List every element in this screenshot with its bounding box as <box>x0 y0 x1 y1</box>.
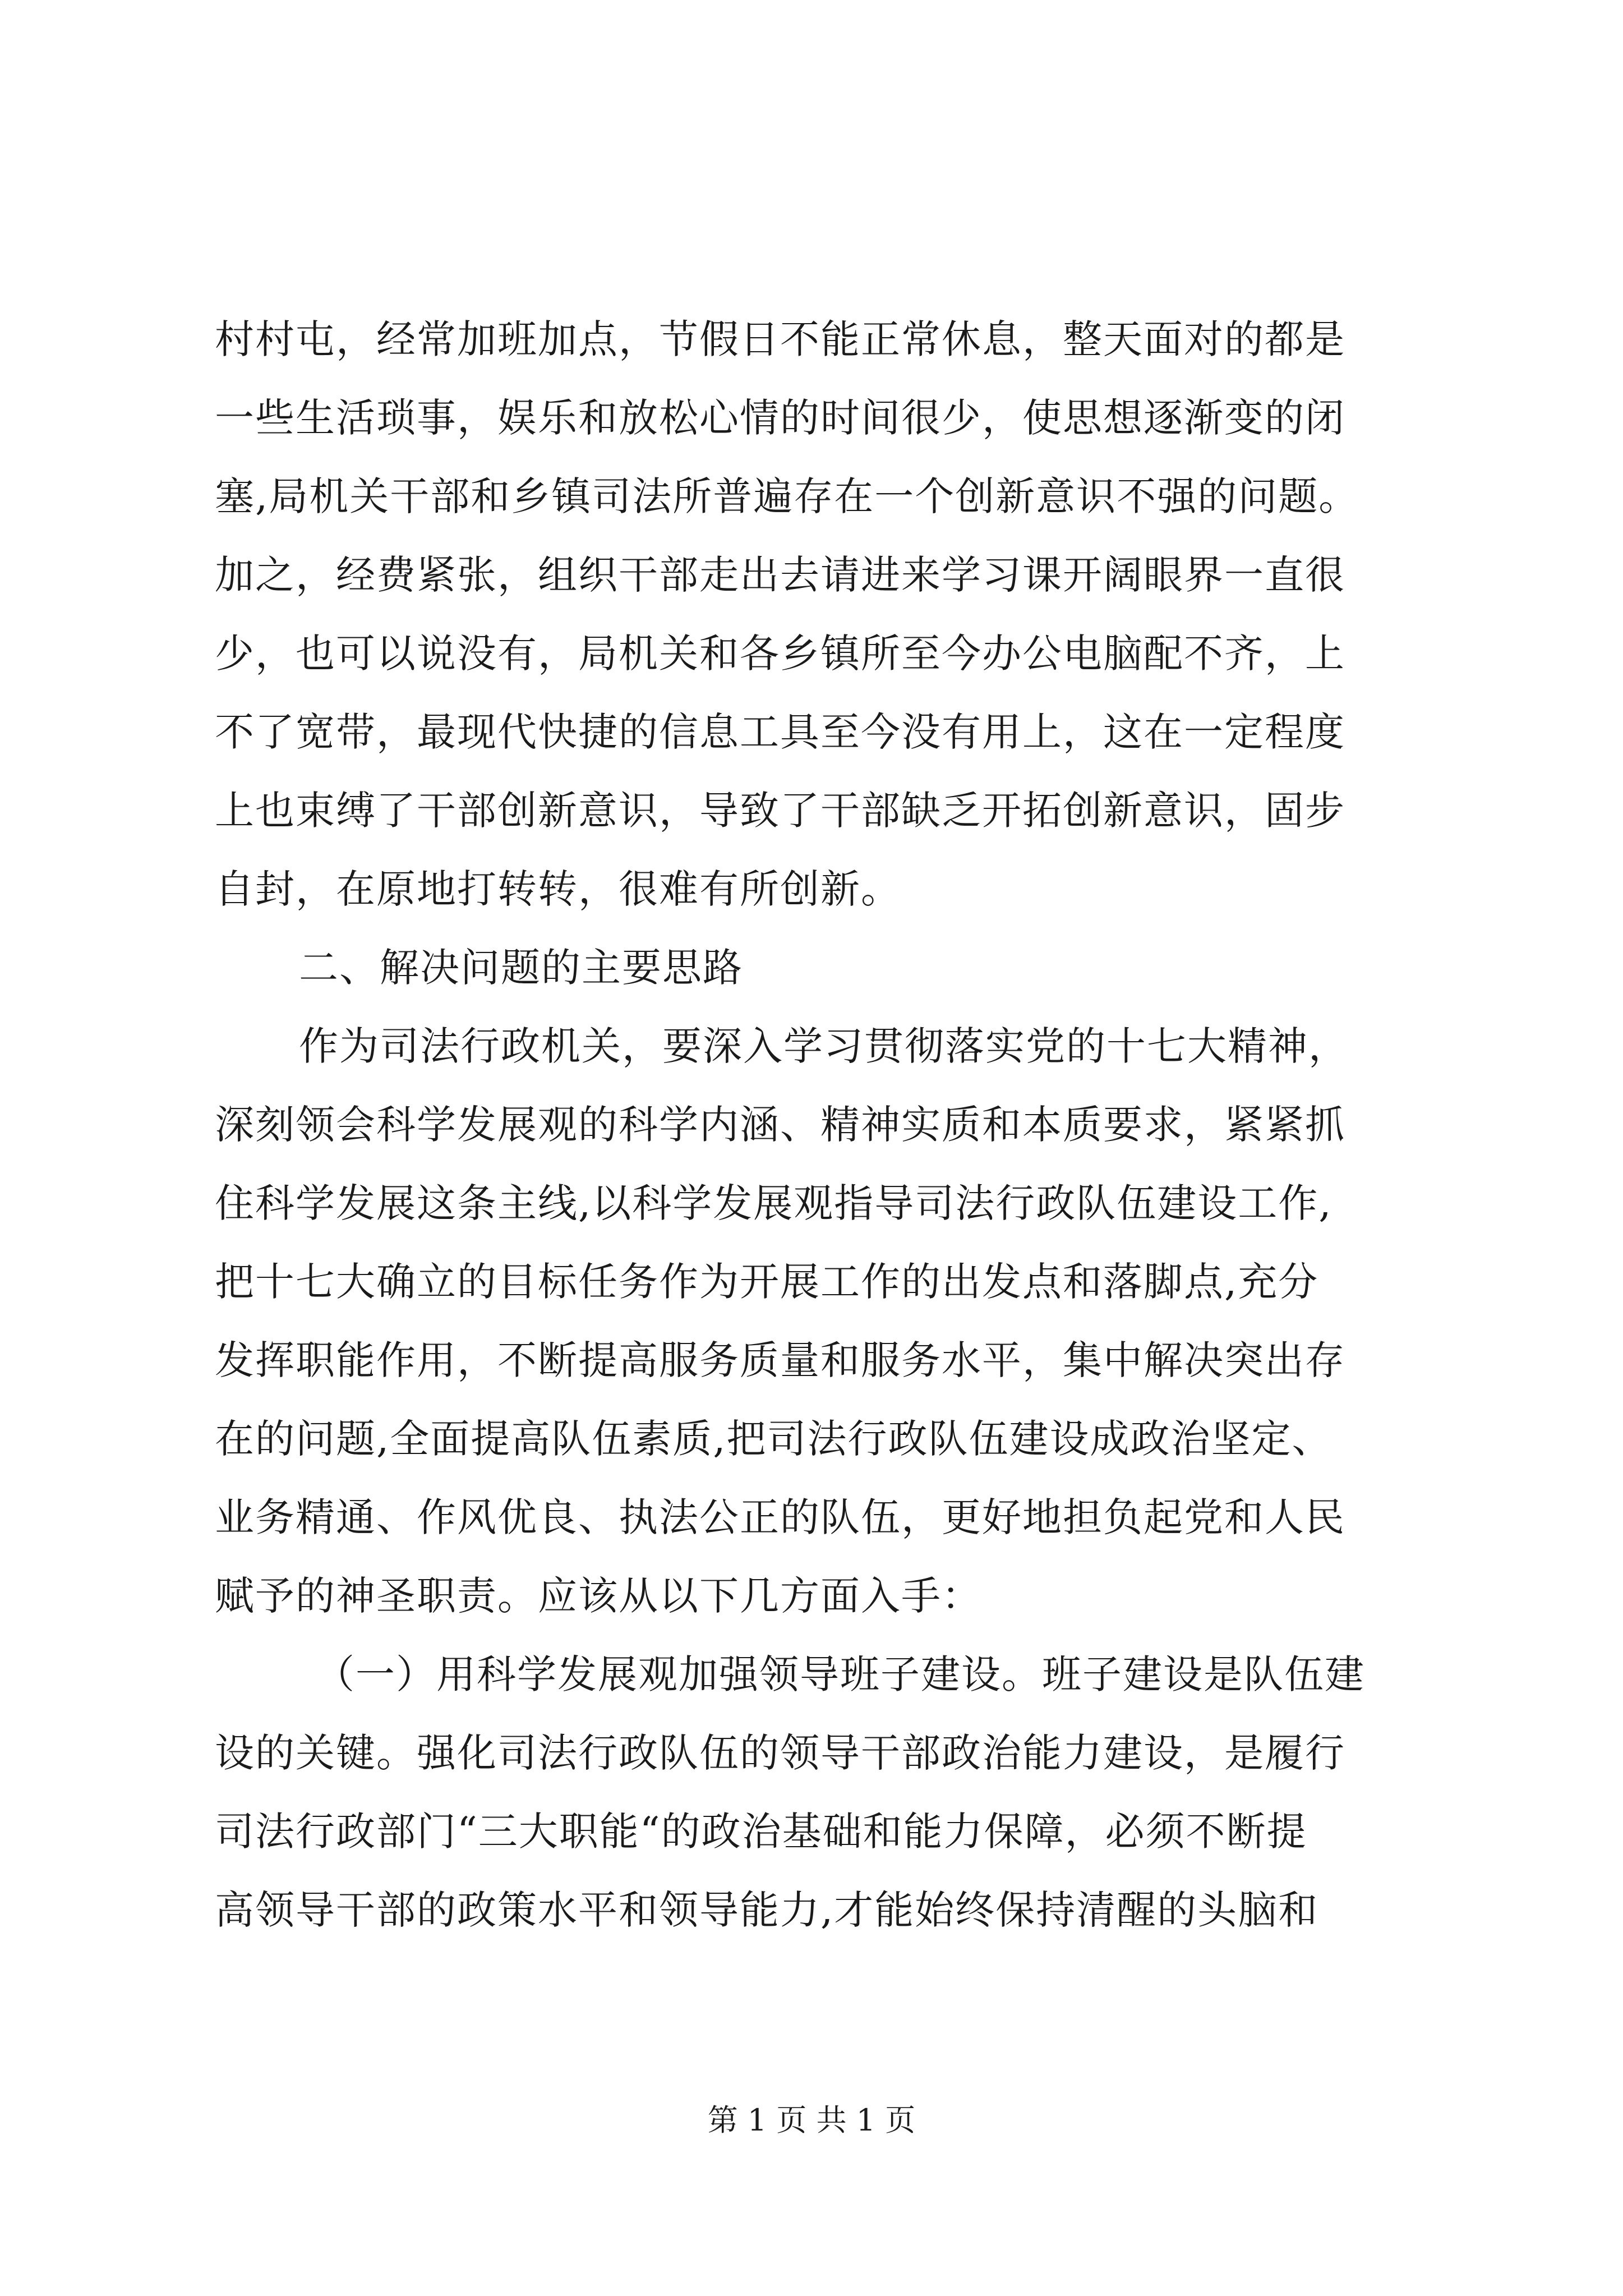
body-line: 深刻领会科学发展观的科学内涵、精神实质和本质要求，紧紧抓 <box>215 1102 1345 1148</box>
body-line: 不了宽带，最现代快捷的信息工具至今没有用上，这在一定程度 <box>215 709 1345 755</box>
body-line: 塞,局机关干部和乡镇司法所普遍存在一个创新意识不强的问题。 <box>215 473 1359 519</box>
subsection-line: （一）用科学发展观加强领导班子建设。班子建设是队伍建 <box>315 1651 1365 1697</box>
body-line: 自封，在原地打转转，很难有所创新。 <box>215 866 901 912</box>
body-line: 设的关键。强化司法行政队伍的领导干部政治能力建设，是履行 <box>215 1730 1345 1776</box>
body-line: 高领导干部的政策水平和领导能力,才能始终保持清醒的头脑和 <box>215 1887 1319 1933</box>
body-line: 在的问题,全面提高队伍素质,把司法行政队伍建设成政治坚定、 <box>215 1416 1332 1462</box>
body-line: 发挥职能作用，不断提高服务质量和服务水平，集中解决突出存 <box>215 1337 1345 1383</box>
section-heading: 二、解决问题的主要思路 <box>299 945 743 991</box>
body-line: 一些生活琐事，娱乐和放松心情的时间很少，使思想逐渐变的闭 <box>215 395 1345 441</box>
body-line: 少，也可以说没有，局机关和各乡镇所至今办公电脑配不齐，上 <box>215 631 1345 677</box>
page-footer: 第 1 页 共 1 页 <box>707 2102 916 2138</box>
body-line: 上也束缚了干部创新意识，导致了干部缺乏开拓创新意识，固步 <box>215 788 1345 834</box>
body-line: 把十七大确立的目标任务作为开展工作的出发点和落脚点,充分 <box>215 1259 1319 1305</box>
body-line: 业务精通、作风优良、执法公正的队伍，更好地担负起党和人民 <box>215 1494 1345 1540</box>
body-line: 村村屯，经常加班加点，节假日不能正常休息，整天面对的都是 <box>215 316 1345 362</box>
body-line: 赋予的神圣职责。应该从以下几方面入手： <box>215 1573 982 1619</box>
body-line: 作为司法行政机关，要深入学习贯彻落实党的十七大精神， <box>299 1023 1349 1069</box>
body-line: 住科学发展这条主线,以科学发展观指导司法行政队伍建设工作, <box>215 1180 1332 1226</box>
body-line: 司法行政部门“三大职能“的政治基础和能力保障，必须不断提 <box>215 1809 1307 1855</box>
body-line: 加之，经费紧张，组织干部走出去请进来学习课开阔眼界一直很 <box>215 552 1345 598</box>
